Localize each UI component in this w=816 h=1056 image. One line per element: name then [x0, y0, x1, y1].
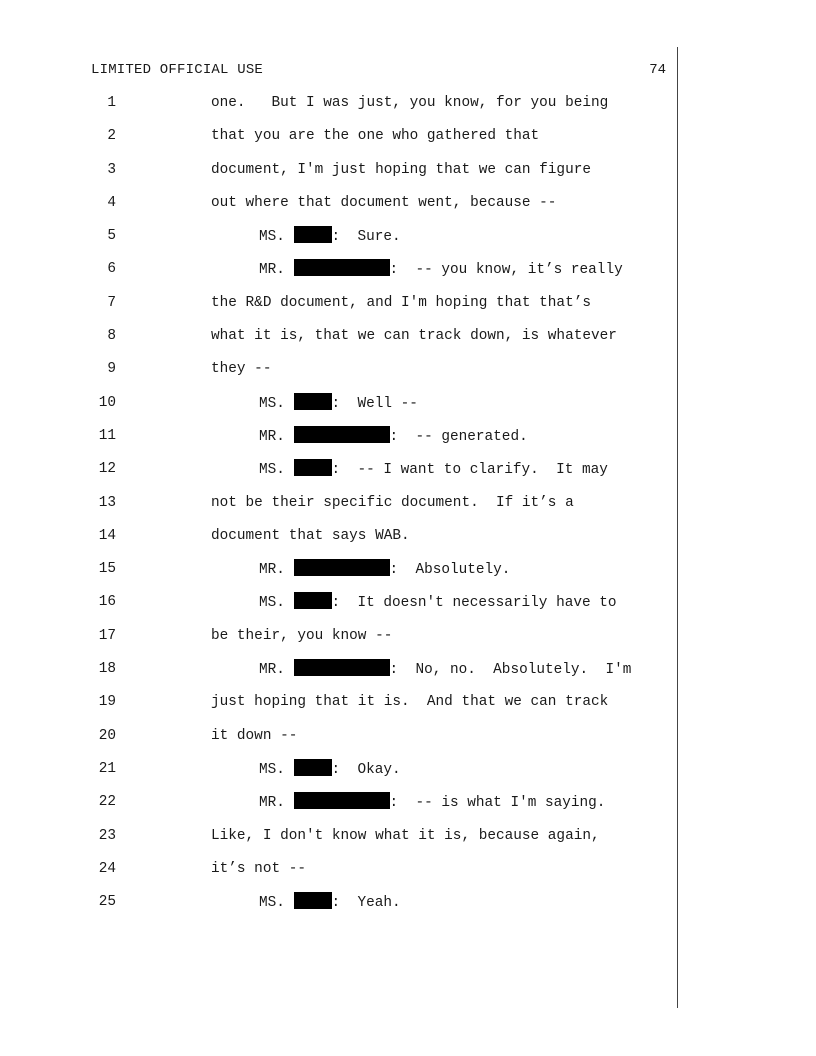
- redaction-box: [294, 592, 332, 609]
- line-text: [211, 126, 539, 146]
- redaction-box: [294, 892, 332, 909]
- transcript-line: [0, 659, 700, 692]
- transcript-line: [0, 326, 700, 359]
- spoken-text: it down --: [211, 727, 298, 744]
- speaker-label: MS.: [259, 395, 294, 412]
- line-text: [259, 892, 401, 913]
- transcript-line: [0, 892, 700, 925]
- speaker-label: MS.: [259, 229, 294, 246]
- redaction-box: [294, 559, 390, 576]
- transcript-line: [0, 193, 700, 226]
- redaction-box: [294, 393, 332, 410]
- spoken-text: : It doesn't necessarily have to: [331, 595, 617, 612]
- transcript-line: [0, 426, 700, 459]
- line-text: [211, 193, 556, 213]
- spoken-text: be their, you know --: [211, 627, 393, 644]
- line-number: 8: [107, 328, 116, 345]
- transcript-line: [0, 626, 700, 659]
- speaker-label: MR.: [259, 795, 294, 812]
- line-number: 12: [98, 461, 116, 478]
- line-text: [211, 326, 617, 346]
- line-text: [211, 826, 600, 846]
- transcript-line: [0, 293, 700, 326]
- transcript-line: [0, 592, 700, 625]
- spoken-text: Like, I don't know what it is, because again,: [211, 827, 600, 844]
- line-text: [259, 592, 617, 613]
- line-text: [259, 393, 418, 414]
- line-number: 1: [107, 95, 116, 111]
- line-text: [259, 659, 631, 680]
- transcript-line: [0, 526, 700, 559]
- line-text: [259, 559, 510, 580]
- line-number: 17: [98, 627, 116, 644]
- transcript-line: [0, 259, 700, 292]
- line-text: [211, 692, 608, 712]
- spoken-text: document, I'm just hoping that we can figure: [211, 161, 591, 178]
- line-text: [211, 359, 271, 379]
- line-text: [211, 493, 574, 513]
- line-number: 18: [98, 661, 116, 678]
- line-number: 23: [98, 827, 116, 844]
- line-number: 22: [98, 794, 116, 811]
- line-text: [211, 626, 392, 646]
- redaction-box: [294, 226, 332, 243]
- page-number: 74: [649, 62, 666, 78]
- spoken-text: : -- you know, it’s really: [389, 262, 623, 279]
- redaction-box: [294, 259, 390, 276]
- transcript-line: [0, 459, 700, 492]
- redaction-box: [294, 759, 332, 776]
- classification-header: LIMITED OFFICIAL USE: [91, 62, 264, 78]
- transcript-line: [0, 126, 700, 159]
- line-text: [211, 726, 297, 746]
- transcript-line: [0, 359, 700, 392]
- transcript-line: [0, 559, 700, 592]
- line-number: 6: [107, 261, 116, 278]
- line-text: [211, 859, 306, 879]
- transcript-line: [0, 759, 700, 792]
- line-number: 24: [98, 860, 116, 877]
- line-text: [211, 160, 591, 180]
- line-number: 21: [98, 760, 116, 777]
- spoken-text: : Well --: [331, 395, 418, 412]
- spoken-text: : Okay.: [331, 761, 401, 778]
- line-text: [211, 526, 410, 546]
- line-text: [211, 93, 608, 113]
- transcript-lines: [0, 93, 700, 925]
- redaction-box: [294, 792, 390, 809]
- spoken-text: one. But I was just, you know, for you being: [211, 95, 609, 111]
- spoken-text: it’s not --: [211, 860, 306, 877]
- redaction-box: [294, 459, 332, 476]
- redaction-box: [294, 659, 390, 676]
- speaker-label: MR.: [259, 428, 294, 445]
- line-number: 5: [107, 228, 116, 245]
- transcript-line: [0, 726, 700, 759]
- spoken-text: not be their specific document. If it’s a: [211, 494, 574, 511]
- line-number: 19: [98, 694, 116, 711]
- speaker-label: MS.: [259, 895, 294, 912]
- transcript-line: [0, 160, 700, 193]
- line-number: 3: [107, 161, 116, 178]
- line-number: 14: [98, 527, 116, 544]
- transcript-line: [0, 493, 700, 526]
- spoken-text: : -- is what I'm saying.: [389, 795, 606, 812]
- speaker-label: MS.: [259, 462, 294, 479]
- transcript-line: [0, 692, 700, 725]
- transcript-line: [0, 826, 700, 859]
- line-number: 15: [98, 561, 116, 578]
- speaker-label: MS.: [259, 761, 294, 778]
- spoken-text: out where that document went, because --: [211, 194, 557, 211]
- line-text: [259, 459, 608, 480]
- transcript-line: [0, 393, 700, 426]
- spoken-text: just hoping that it is. And that we can track: [211, 694, 609, 711]
- spoken-text: : -- generated.: [389, 428, 528, 445]
- line-number: 11: [98, 427, 116, 444]
- line-number: 7: [107, 294, 116, 311]
- spoken-text: what it is, that we can track down, is whatever: [211, 328, 617, 345]
- spoken-text: : Sure.: [331, 229, 401, 246]
- line-number: 16: [98, 594, 116, 611]
- line-text: [259, 259, 623, 280]
- line-number: 4: [107, 194, 116, 211]
- spoken-text: : Yeah.: [331, 895, 401, 912]
- line-number: 2: [107, 128, 116, 145]
- spoken-text: document that says WAB.: [211, 527, 410, 544]
- redaction-box: [294, 426, 390, 443]
- line-number: 10: [98, 394, 116, 411]
- transcript-line: [0, 792, 700, 825]
- line-number: 9: [107, 361, 116, 378]
- line-number: 25: [98, 894, 116, 911]
- line-text: [259, 426, 528, 447]
- spoken-text: : -- I want to clarify. It may: [331, 462, 608, 479]
- spoken-text: the R&D document, and I'm hoping that that’s: [211, 294, 591, 311]
- line-number: 20: [98, 727, 116, 744]
- line-text: [259, 226, 401, 247]
- transcript-line: [0, 93, 700, 126]
- transcript-line: [0, 226, 700, 259]
- speaker-label: MR.: [259, 562, 294, 579]
- speaker-label: MR.: [259, 262, 294, 279]
- transcript-line: [0, 859, 700, 892]
- speaker-label: MR.: [259, 662, 294, 679]
- speaker-label: MS.: [259, 595, 294, 612]
- spoken-text: they --: [211, 361, 272, 378]
- line-text: [211, 293, 591, 313]
- line-number: 13: [98, 494, 116, 511]
- spoken-text: that you are the one who gathered that: [211, 128, 540, 145]
- line-text: [259, 759, 401, 780]
- spoken-text: : Absolutely.: [389, 562, 511, 579]
- spoken-text: : No, no. Absolutely. I'm: [389, 662, 632, 679]
- line-text: [259, 792, 605, 813]
